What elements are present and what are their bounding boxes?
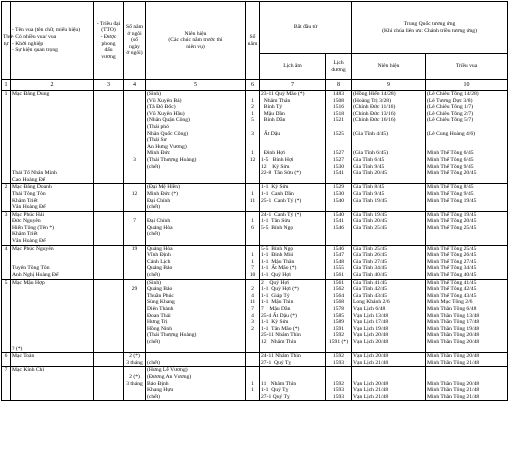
col-number: 4 bbox=[124, 80, 146, 91]
china-era: Gia Tĩnh 25/45 Gia Tĩnh 26/45 Gia Tĩnh 27/45 Gia Tĩnh 34/45 Gia Tĩnh 40/45 bbox=[352, 245, 426, 279]
row-order: 5 bbox=[2, 279, 11, 353]
era-years: 1 11 bbox=[246, 184, 260, 211]
col-number: 1 bbox=[2, 80, 11, 91]
table-row bbox=[2, 279, 508, 353]
king-name: Mạc Phúc Nguyên Tuyên Tông Tôn Anh Nghị Hoàng Đế bbox=[11, 245, 94, 279]
reign-years: 12 bbox=[124, 184, 146, 211]
table-row bbox=[2, 353, 508, 367]
header-dynasty: - Triều đại (TTO) - Được phong dấu vương bbox=[94, 2, 124, 80]
era-years: 1 6 bbox=[246, 211, 260, 245]
header-king-name: - Tên vua (tên chữ, miếu hiệu) - Có nhiều vua/ vua - Khởi nghiệp - Sự kiện quan trọng bbox=[11, 2, 94, 80]
dynasty-note bbox=[94, 367, 124, 401]
row-order: 1 bbox=[2, 91, 11, 184]
era-names: (Hưng Lễ Vương) (Đương An Vương) Bảo Định Khang Hựu (chết) bbox=[146, 367, 246, 401]
reign-years: 2 (*) 3 tháng bbox=[124, 353, 146, 367]
header-order: Thứ tự bbox=[2, 2, 11, 80]
era-names: (Sinh) (Vũ Xuyên Bá) (Tả Đô Đốc) (Vũ Xuyên Hầu) (Nhân Quận Công) (Thái phó Nhân Quốc Công) (Thái Sư An Hưng Vương) Minh Đức (Thái Thượng Hoàng) (chết) bbox=[146, 91, 246, 184]
china-king: Minh Thế Tông 41/45 Minh Thế Tông 42/45 Minh Thế Tông 43/45 Minh Mục Tông 2/6 Minh Thần Tông 6/48 Minh Thần Tông 13/48 Minh Thần Tông 17/48 Minh Thần Tông 19/48 Minh Thần Tông 20/48 Minh Thần Tông 20/48 bbox=[426, 279, 508, 353]
col-number: 10 bbox=[426, 80, 508, 91]
king-name: Mạc Mậu Hợp ? (*) bbox=[11, 279, 94, 353]
china-era: Vạn Lịch 20/48 Vạn Lịch 21/48 bbox=[352, 353, 426, 367]
king-name: Mạc Đăng Dung Thái Tổ Nhân Minh Cao Hoàng Đế bbox=[11, 91, 94, 184]
solar-year: 1561 1562 1564 1568 1578 1585 1589 1591 1592 1591 (*) bbox=[326, 279, 352, 353]
lunar-date: 23-11 Quý Mão (*) Nhâm Thân Bính Tý Mậu Dần Bính Dần Ất Dậu Đinh Hợi 1-5 Bính Hợi 12 Kỷ Sửu 22-8 Tân Sửu (*) bbox=[260, 91, 326, 184]
china-era: (Hồng Hiến 14/28) (Hoàng Trị 3/28) (Chính Đức 11/16) (Chính Đức 13/16) (Chính Đức 16/16) (Gia Tĩnh 4/45) (Gia Tĩnh 6/45) Gia Tĩnh 6/45 Gia Tĩnh 9/45 Gia Tĩnh 20/45 bbox=[352, 91, 426, 184]
china-king: Minh Thế Tông 25/45 Minh Thế Tông 26/45 Minh Thế Tông 27/45 Minh Thế Tông 34/45 Minh Thế Tông 40/45 bbox=[426, 245, 508, 279]
col-number: 8 bbox=[326, 80, 352, 91]
solar-year: 1592 1593 1593 bbox=[326, 367, 352, 401]
era-names: (chết) bbox=[146, 353, 246, 367]
china-king: Minh Thế Tông 19/45 Minh Thế Tông 20/45 Minh Thế Tông 25/45 bbox=[426, 211, 508, 245]
col-number: 2 bbox=[11, 80, 94, 91]
china-era: Gia Tĩnh 8/45 Gia Tĩnh 9/45 Gia Tĩnh 19/45 bbox=[352, 184, 426, 211]
dynasty-table bbox=[1, 1, 508, 401]
table-row bbox=[2, 184, 508, 211]
col-number: 5 bbox=[146, 80, 246, 91]
solar-year: 1546 1547 1548 1555 1561 bbox=[326, 245, 352, 279]
era-names: Quảng Hòa Vĩnh Định Cảnh Lịch Quảng Bảo (chết) bbox=[146, 245, 246, 279]
king-name: Mạc Phúc Hải Đức Nguyên Hiến Tông (Tên *) Khâm Triết Văn Hoàng Đế bbox=[11, 211, 94, 245]
dynasty-note bbox=[94, 353, 124, 367]
era-names: (Sinh) Quảng Bảo Thuần Phúc Sùng Khang Diên Thành Đoan Thái Hưng Trị Hồng Ninh (Thái Thượng Hoàng) (chết) bbox=[146, 279, 246, 353]
era-years: 1 1 7 10 bbox=[246, 245, 260, 279]
solar-year: 1592 1593 bbox=[326, 353, 352, 367]
dynasty-note bbox=[94, 184, 124, 211]
king-name: Mạc Kính Chỉ bbox=[11, 367, 94, 401]
china-king: Minh Thế Tông 8/45 Minh Thế Tông 9/45 Minh Thế Tông 19/45 bbox=[426, 184, 508, 211]
king-name: Mạc Toàn bbox=[11, 353, 94, 367]
china-era: Gia Tĩnh 19/45 Gia Tĩnh 20/45 Gia Tĩnh 25/45 bbox=[352, 211, 426, 245]
table-row bbox=[2, 91, 508, 184]
col-number: 9 bbox=[352, 80, 426, 91]
reign-years: 7 bbox=[124, 211, 146, 245]
lunar-date: 1-1 Kỷ Sửu 1-1 Canh Dần 25-1 Canh Tý (*) bbox=[260, 184, 326, 211]
era-years: 1 2 1 5 3 1 12 bbox=[246, 91, 260, 184]
era-names: (Đại Mệ Hiền) Minh Đức (*) Đại Chính (chết) bbox=[146, 184, 246, 211]
header-china-era: Niên hiệu bbox=[352, 54, 426, 80]
dynasty-note bbox=[94, 245, 124, 279]
china-king: (Lê Chiêu Tông 14/28) (Lê Tương Dực 3/8) (Lê Chiêu Tông 1/7) (Lê Chiêu Tông 2/7) (Lê Chiêu Tông 5/7) (Lê Cung Hoàng 4/6) Minh Thế Tông 6/45 Minh Thế Tông 6/45 Minh Thế Tông 9/45 Minh Thế Tông 20/45 bbox=[426, 91, 508, 184]
king-name: Mạc Đăng Doanh Thái Tông Tôn Khâm Triết Văn Hoàng Đế bbox=[11, 184, 94, 211]
dynasty-note bbox=[94, 279, 124, 353]
china-era: Vạn Lịch 20/48 Vạn Lịch 21/48 Vạn Lịch 21/48 bbox=[352, 367, 426, 401]
header-era-names: Niên hiệu (Các chúc năm trước thì niên vụ) bbox=[146, 2, 246, 80]
header-china-king: Triều vua bbox=[426, 54, 508, 80]
header-china: Trung Quốc tương ứng (Khi chúa liên ưu: Chánh triều tương ứng) bbox=[352, 2, 508, 54]
col-number: 6 bbox=[246, 80, 260, 91]
lunar-date: 24-11 Nhâm Thìn 27-1 Quý Tỵ bbox=[260, 353, 326, 367]
row-order: 3 bbox=[2, 211, 11, 245]
solar-year: 1483 1508 1516 1518 1521 1525 1527 1527 1530 1541 bbox=[326, 91, 352, 184]
lunar-date: 2 Quý Hợi 1-1 Quý Hợi (*) 1-1 Giáp Tý 1-1 Mậu Thìn 7 Mậu Dần 25-4 Ất Dậu (*) 1-1 Kỷ Sửu 1-1 Tân Mão (*) 25-11 Nhâm Thìn 12 Nhâm Thìn bbox=[260, 279, 326, 353]
table-row bbox=[2, 367, 508, 401]
china-king: Minh Thần Tông 20/48 Minh Thần Tông 21/48 bbox=[426, 353, 508, 367]
header-solar: Lịch dương bbox=[326, 54, 352, 80]
header-reign-years: Số năm ở ngôi (số ngày ở ngôi) bbox=[124, 2, 146, 80]
row-order: 7 bbox=[2, 367, 11, 401]
row-order: 2 bbox=[2, 184, 11, 211]
dynasty-note bbox=[94, 91, 124, 184]
reign-years: 29 bbox=[124, 279, 146, 353]
solar-year: 1529 1530 1540 bbox=[326, 184, 352, 211]
solar-year: 1540 1541 1546 bbox=[326, 211, 352, 245]
table-row bbox=[2, 245, 508, 279]
lunar-date: 5-5 Bính Ngọ 1-1 Đinh Mùi 1-1 Mậu Thân 1-1 Ất Mão (*) 1-1 Quý Hợi bbox=[260, 245, 326, 279]
dynasty-note bbox=[94, 211, 124, 245]
era-years bbox=[246, 353, 260, 367]
china-era: Gia Tĩnh 41/45 Gia Tĩnh 42/45 Gia Tĩnh 43/45 Long Khánh 2/6 Vạn Lịch 6/48 Vạn Lịch 13/48 Vạn Lịch 17/48 Vạn Lịch 19/48 Vạn Lịch 20/48 Vạn Lịch 20/48 bbox=[352, 279, 426, 353]
header-era-years: Số năm bbox=[246, 2, 260, 80]
reign-years: 3 bbox=[124, 91, 146, 184]
col-number: 3 bbox=[94, 80, 124, 91]
reign-years: 2 (*) 3 tháng bbox=[124, 367, 146, 401]
era-years: 2 4 11 7 4 3 2 bbox=[246, 279, 260, 353]
row-order: 6 bbox=[2, 353, 11, 367]
table-row bbox=[2, 211, 508, 245]
reign-years: 19 bbox=[124, 245, 146, 279]
lunar-date: 11 Nhâm Thìn 1-1 Quý Tỵ 27-1 Quý Tỵ bbox=[260, 367, 326, 401]
header-lunar: Lịch âm bbox=[260, 54, 326, 80]
lunar-date: 24-1 Canh Tý (*) 1-1 Tân Sửu 5-5 Bính Ngọ bbox=[260, 211, 326, 245]
header-start: Bắt đầu từ bbox=[260, 2, 352, 54]
era-years: 1 1 bbox=[246, 367, 260, 401]
era-names: Đại Chính Quảng Hòa (chết) bbox=[146, 211, 246, 245]
col-number: 7 bbox=[260, 80, 326, 91]
row-order: 4 bbox=[2, 245, 11, 279]
china-king: Minh Thần Tông 20/48 Minh Thần Tông 21/48 Minh Thần Tông 21/48 bbox=[426, 367, 508, 401]
